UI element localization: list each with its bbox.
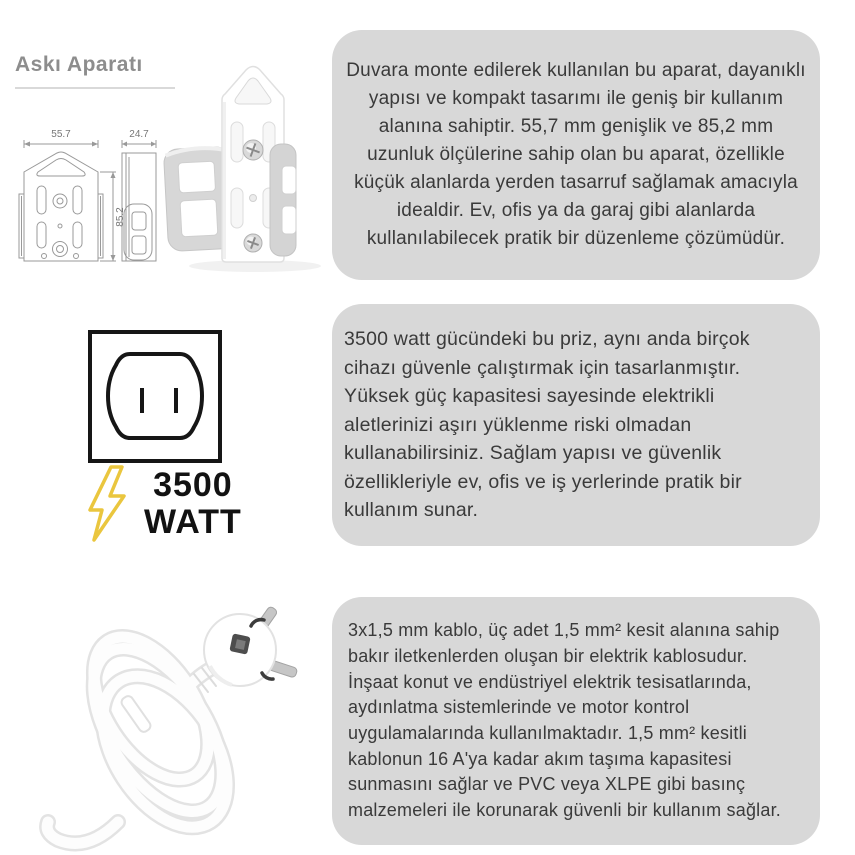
screw-icon — [244, 234, 262, 252]
mount-bracket-image — [158, 50, 333, 280]
technical-drawing-icon — [10, 126, 162, 272]
cable-description-bubble — [332, 597, 820, 845]
power-description-bubble — [332, 304, 820, 546]
power-description-text: 3500 watt gücündeki bu priz, aynı anda birçok cihazı güvenle çalıştırmak için tasarlanmıştır. Yüksek güç kapasitesi sayesinde elektrikli aletlerinizi aşırı yüklenme riski olmadan kullanabilirsiniz. Sağlam yapısı ve güvenlik özellikleriyle ev, ofis ve iş yerlerinde pratik bir kullanım sunar. — [344, 328, 750, 522]
lightning-bolt-icon — [80, 462, 132, 546]
plug-head — [204, 606, 298, 686]
cable-description-text: 3x1,5 mm kablo, üç adet 1,5 mm² kesit alanına sahip bakır iletkenlerden oluşan bir elektrik kablosudur. İnşaat konut ve endüstriyel elektrik tesisatlarında, aydınlatma sistemlerinde ve motor kontrol uygulamalarında kullanılmaktadır. 1,5 mm² kesitli kablonun 16 A'ya kadar akım taşıma kapasitesi sunmasını sağlar ve PVC veya XLPE gibi basınç malzemeleri ile korunarak güvenli bir kullanım sağlar. — [348, 620, 781, 821]
depth-dimension-label: 24.7 — [129, 129, 149, 140]
power-cable-image — [18, 580, 308, 855]
title-divider — [15, 87, 175, 89]
cable-tie — [120, 694, 153, 734]
power-outlet-icon — [88, 330, 222, 463]
wattage-badge — [80, 462, 242, 546]
mount-description-bubble — [332, 30, 820, 280]
screw-icon — [243, 140, 263, 160]
wattage-unit: WATT — [144, 503, 242, 541]
height-dimension-label: 85.2 — [115, 207, 126, 227]
wattage-value: 3500 — [153, 466, 233, 504]
wattage-label — [144, 467, 242, 541]
page-title: Askı Aparatı — [15, 53, 143, 76]
mount-description-text: Duvara monte edilerek kullanılan bu aparat, dayanıklı yapısı ve kompakt tasarımı ile geniş bir kullanım alanına sahiptir. 55,7 mm genişlik ve 85,2 mm uzunluk ölçülerine sahip olan bu aparat, özellikle küçük alanlarda yerden tasarruf sağlamak amacıyla idealdir. Ev, ofis ya da garaj gibi alanlarda kullanılabilecek pratik bir düzenleme çözümüdür. — [346, 60, 806, 249]
width-dimension-label: 55.7 — [51, 129, 71, 140]
